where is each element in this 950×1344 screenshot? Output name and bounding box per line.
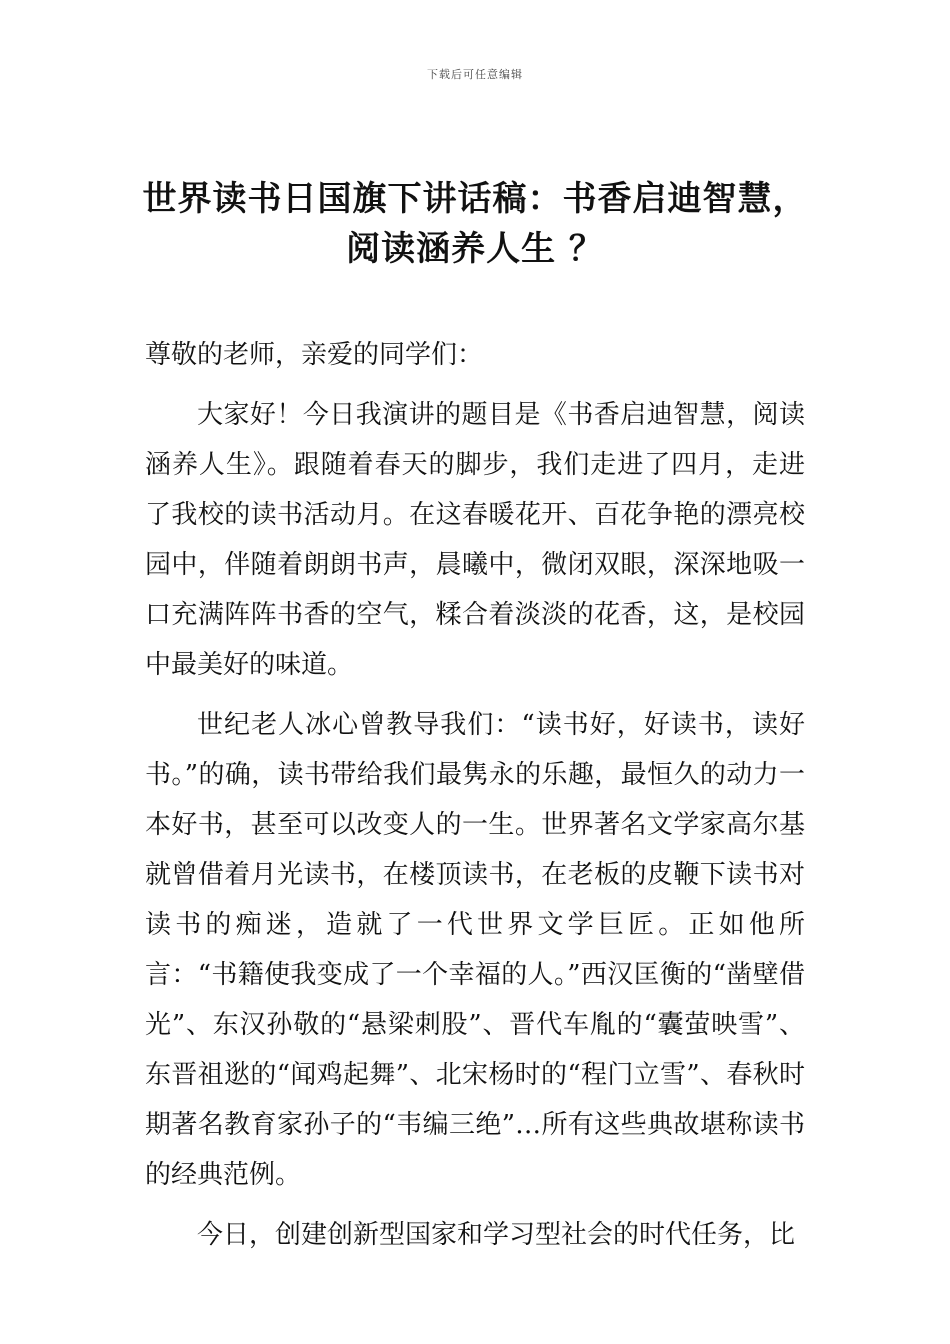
paragraph-3: 今日，创建创新型国家和学习型社会的时代任务，比: [197, 1220, 796, 1250]
document-title: [120, 174, 830, 274]
paragraph-1: 大家好！今日我演讲的题目是《书香启迪智慧，阅读涵养人生》。跟随着春天的脚步，我们走进了四月，走进了我校的读书活动月。在这春暖花开、百花争艳的漂亮校园中，伴随着朗朗书声，晨曦中，微闭双眼，深深地吸一口充满阵阵书香的空气，糅合着淡淡的花香，这，是校园中最美好的味道。: [145, 400, 805, 680]
title-line-1: 世界读书日国旗下讲话稿：书香启迪智慧，: [142, 179, 808, 219]
header-note: 下载后可任意编辑: [427, 68, 523, 81]
salutation: 尊敬的老师，亲爱的同学们：: [145, 340, 484, 370]
document-body: [145, 330, 805, 1270]
title-line-2: 阅读涵养人生 ？: [346, 229, 604, 269]
paragraph-2: 世纪老人冰心曾教导我们：“读书好，好读书，读好书。”的确，读书带给我们最隽永的乐趣，最恒久的动力一本好书，甚至可以改变人的一生。世界著名文学家高尔基就曾借着月光读书，在楼顶读书，在老板的皮鞭下读书对读书的痴迷，造就了一代世界文学巨匠。正如他所言：“书籍使我变成了一个幸福的人。”西汉匡衡的“凿壁借光”、东汉孙敬的“悬梁刺股”、晋代车胤的“囊萤映雪”、东晋祖逖的“闻鸡起舞”、北宋杨时的“程门立雪”、春秋时期著名教育家孙子的“韦编三绝”…所有这些典故堪称读书的经典范例。: [145, 710, 805, 1190]
